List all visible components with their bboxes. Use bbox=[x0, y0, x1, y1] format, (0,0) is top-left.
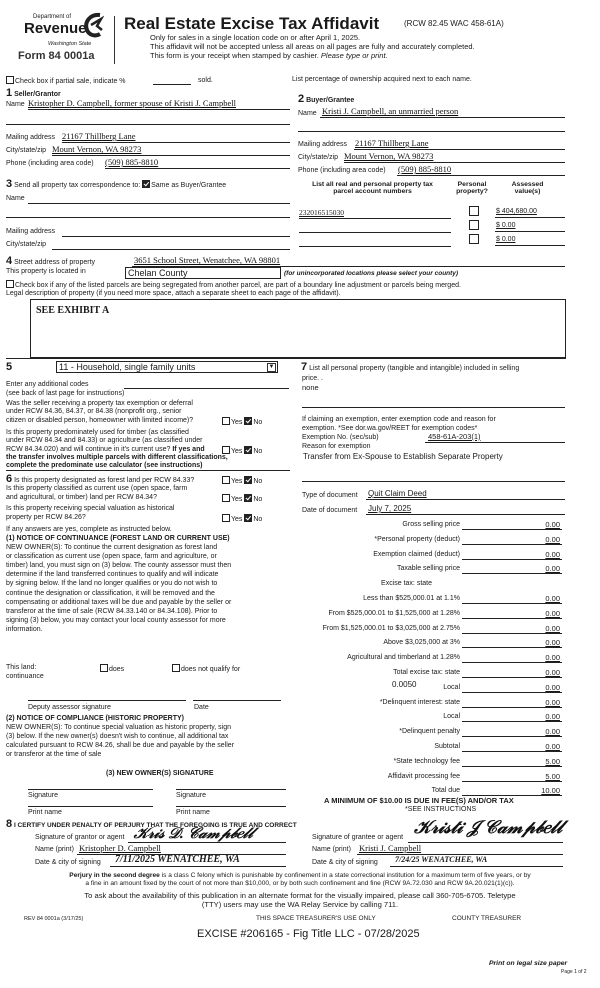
exemption-no-label: Exemption No. (sec/sub) bbox=[302, 434, 379, 441]
local-rate: 0.0050 bbox=[392, 680, 417, 689]
notice-line: or classification as current use (open space, farm and agriculture, or bbox=[6, 553, 217, 561]
use-code-value: 11 - Household, single family units bbox=[59, 362, 196, 372]
reason-label: Reason for exemption bbox=[302, 443, 371, 450]
fee-label: Above $3,025,000 at 3% bbox=[383, 639, 460, 647]
this-land-label: This land: bbox=[6, 664, 37, 671]
revision-code: REV 84 0001a (3/17/25) bbox=[24, 916, 84, 922]
q-forest-text: Is this property designated as forest land per RCW 84.33? bbox=[14, 477, 195, 484]
q-timber-text: RCW 84.34.020) and will continue in it's current use? bbox=[6, 446, 171, 453]
buyer-city-label: City/state/zip bbox=[298, 154, 339, 161]
fee-label: Total excise tax: state bbox=[393, 669, 460, 676]
yes-label: Yes bbox=[231, 516, 243, 523]
seller-city-field[interactable]: Mount Vernon, WA 98273 bbox=[52, 144, 142, 154]
street-label: Street address of property bbox=[14, 259, 96, 266]
parcel-number-field[interactable] bbox=[299, 246, 451, 247]
alternate-format-note-2: (TTY) users may use the WA Relay Service by calling 711. bbox=[201, 900, 399, 909]
current-use-no-checkbox[interactable] bbox=[244, 494, 252, 502]
notice-line: transferor at the time of sale (RCW 84.33.140 or 84.34.108). Prior to bbox=[6, 607, 218, 615]
does-label: does bbox=[109, 666, 125, 673]
notice-line: determine if the land transferred continues to qualify and will indicate bbox=[6, 571, 219, 579]
fee-line bbox=[462, 662, 562, 663]
deputy-signature-label: Deputy assessor signature bbox=[28, 704, 111, 711]
fee-row bbox=[300, 551, 562, 561]
fee-label: Taxable selling price bbox=[396, 565, 460, 573]
fee-value-field[interactable]: 0.00 bbox=[545, 697, 560, 707]
section-6-number: 6 bbox=[6, 473, 13, 485]
no-label: No bbox=[253, 478, 263, 485]
grantee-signature-field[interactable] bbox=[408, 842, 563, 843]
fee-row bbox=[300, 565, 562, 575]
no-label: No bbox=[253, 448, 263, 455]
grantor-signature-label: Signature of grantor or agent bbox=[35, 834, 125, 841]
fee-line bbox=[462, 751, 562, 752]
notice-line: signing (3) below, you may contact your local county assessor for more bbox=[6, 616, 226, 624]
personal-property-label: List all personal property (tangible and intangible) included in selling bbox=[309, 365, 520, 372]
fee-row bbox=[300, 669, 562, 679]
seller-name-field[interactable]: Kristopher D. Campbell, former spouse of Kristi J. Campbell bbox=[28, 98, 236, 108]
fee-row bbox=[300, 728, 562, 738]
does-not-qualify-checkbox[interactable] bbox=[172, 664, 180, 672]
buyer-mail-field[interactable]: 21167 Thillberg Lane bbox=[355, 138, 429, 148]
section-divider bbox=[6, 470, 290, 471]
doc-date-label: Date of document bbox=[302, 507, 358, 514]
new-owner-print-1-field[interactable] bbox=[28, 806, 153, 807]
notice-line: (3) below. If the new owner(s) doesn't wish to continue, all additional tax bbox=[6, 733, 229, 740]
fee-line bbox=[462, 573, 562, 574]
doc-date-field[interactable]: July 7, 2025 bbox=[368, 504, 412, 513]
fee-value-field[interactable]: 0.00 bbox=[545, 564, 560, 574]
county-treasurer-label: COUNTY TREASURER bbox=[452, 915, 522, 922]
certify-statement: I CERTIFY UNDER PENALTY OF PERJURY THAT THE FOREGOING IS TRUE AND CORRECT bbox=[13, 822, 297, 829]
fee-row bbox=[300, 625, 562, 635]
notice-compliance-title: (2) NOTICE OF COMPLIANCE (HISTORIC PROPERTY) bbox=[6, 715, 184, 722]
new-owner-signature-1-field[interactable] bbox=[28, 789, 153, 790]
fee-row bbox=[300, 758, 562, 768]
perjury-text-2: a fine in an amount fixed by the court of not more than $10,000, or by both such confinement and fine (RCW 9A.72.030 and RCW 9A.20.021(1)(c)). bbox=[85, 880, 515, 887]
treasurer-use-label: THIS SPACE TREASURER'S USE ONLY bbox=[256, 915, 376, 922]
fee-row bbox=[300, 699, 562, 709]
assessed-value-field[interactable]: $ 0.00 bbox=[496, 222, 516, 229]
revenue-wordmark: Revenue bbox=[24, 20, 87, 37]
fee-line bbox=[462, 559, 562, 560]
q-exemption-text: citizen or disabled person, homeowner with limited income)? bbox=[6, 417, 194, 424]
excise-stamp: EXCISE #206165 - Fig Title LLC - 07/28/2025 bbox=[197, 928, 420, 940]
seller-heading: Seller/Grantor bbox=[14, 91, 61, 98]
notice-line: NEW OWNER(S): To continue special valuation as historic property, sign bbox=[6, 724, 231, 731]
yes-label: Yes bbox=[231, 419, 243, 426]
buyer-phone-label: Phone (including area code) bbox=[298, 167, 386, 174]
section-1-number: 1 bbox=[6, 87, 13, 99]
page-number: Page 1 of 2 bbox=[561, 969, 587, 975]
segregated-label: Check box if any of the listed parcels are being segregated from another parcel, are part of a boundary line adjustment or parcels being merged. bbox=[15, 282, 461, 289]
notice-line: timber) land, you must sign on (3) below. The county assessor must then bbox=[6, 562, 232, 570]
yes-label: Yes bbox=[231, 448, 243, 455]
perjury-text: is a class C felony which is punishable by confinement in a state correctional institution for a maximum term of five years, or by bbox=[159, 872, 531, 879]
personal-property-checkbox[interactable] bbox=[469, 234, 479, 244]
does-not-label: does not qualify for bbox=[181, 666, 241, 673]
grantor-name-label: Name (print) bbox=[35, 846, 74, 853]
notice-continuance-title: (1) NOTICE OF CONTINUANCE (FOREST LAND OR CURRENT USE) bbox=[6, 535, 230, 542]
fee-label: Excise tax: state bbox=[381, 580, 432, 588]
fee-line bbox=[462, 692, 562, 693]
fee-line bbox=[462, 721, 562, 722]
fee-value-field[interactable]: 0.00 bbox=[545, 653, 560, 663]
fee-value-field[interactable]: 0.00 bbox=[545, 682, 560, 692]
grantor-signature: 𝒦𝓇𝒾𝓈 𝒟. 𝒞𝒶𝓂𝓅𝒷𝑒𝓁𝓁 bbox=[132, 826, 255, 842]
grantor-name-field[interactable]: Kristopher D. Campbell bbox=[79, 843, 161, 853]
fee-value-field[interactable]: 5.00 bbox=[545, 756, 560, 766]
fee-line bbox=[462, 603, 562, 604]
partial-sale-checkbox[interactable] bbox=[6, 76, 14, 84]
corr-mail-field[interactable] bbox=[62, 236, 290, 237]
notice-line: continue the designation or classification, it will be removed and the bbox=[6, 589, 215, 597]
fee-label: Total due bbox=[431, 787, 460, 795]
yes-label: Yes bbox=[231, 496, 243, 503]
fee-row bbox=[300, 595, 562, 605]
print-name-label: Print name bbox=[28, 809, 62, 816]
q-current-use-text: and agricultural, or timber) land per RCW 84.34? bbox=[6, 494, 157, 501]
exemption-note: exemption. *See dor.wa.gov/REET for exemption codes* bbox=[302, 425, 478, 432]
fee-value-field[interactable]: 0.00 bbox=[545, 742, 560, 751]
fee-value-field[interactable]: 0.00 bbox=[545, 623, 560, 633]
parcel-number-field[interactable] bbox=[299, 232, 451, 233]
fee-value-field[interactable]: 0.00 bbox=[545, 534, 560, 544]
notice-line: information. bbox=[6, 625, 43, 633]
exemption-no-field[interactable]: 458-61A-203(1) bbox=[428, 432, 481, 441]
personal-col-header: Personal property? bbox=[456, 181, 488, 196]
corr-city-field[interactable] bbox=[52, 249, 290, 250]
fee-line bbox=[462, 781, 562, 782]
corr-mail-label: Mailing address bbox=[6, 228, 56, 235]
personal-property-label-2: price. . bbox=[302, 375, 324, 382]
fee-label: Less than $525,000.01 at 1.1% bbox=[363, 595, 460, 602]
seller-name-line-2[interactable] bbox=[6, 124, 290, 125]
seller-mail-field[interactable]: 21167 Thillberg Lane bbox=[62, 131, 136, 141]
corr-city-label: City/state/zip bbox=[6, 241, 47, 248]
notice-line: compensating or additional taxes will be due and payable by the seller or bbox=[6, 598, 232, 606]
partial-sale-label: Check box if partial sale, indicate % bbox=[15, 78, 126, 85]
parcel-col-header: List all real and personal property tax parcel account numbers bbox=[312, 181, 433, 196]
deputy-date-field[interactable] bbox=[193, 700, 281, 701]
corr-name-field[interactable] bbox=[28, 203, 290, 204]
fee-row bbox=[300, 521, 562, 531]
q-timber-bold: complete the predominate use calculator (see instructions) bbox=[6, 462, 203, 469]
print-name-label: Print name bbox=[176, 809, 210, 816]
same-as-buyer-label: Same as Buyer/Grantee bbox=[151, 182, 227, 189]
fee-row bbox=[300, 536, 562, 546]
chevron-down-icon[interactable]: ▼ bbox=[268, 364, 275, 370]
street-field[interactable]: 3651 School Street, Wenatchee, WA 98801 bbox=[134, 255, 281, 265]
grantor-date-label: Date & city of signing bbox=[35, 859, 101, 866]
q-exemption-text: under RCW 84.36, 84.37, or 84.38 (nonprofit org., senior bbox=[6, 408, 182, 415]
minimum-due-note: A MINIMUM OF $10.00 IS DUE IN FEE(S) AND/OR TAX bbox=[324, 796, 514, 805]
fee-row bbox=[300, 773, 562, 783]
historical-yes-checkbox[interactable] bbox=[222, 514, 230, 522]
q-historical-text: Is this property receiving special valuation as historical bbox=[6, 505, 175, 512]
fee-label: *Delinquent interest: state bbox=[379, 698, 460, 706]
q-timber-bold: If yes and bbox=[172, 446, 205, 453]
seller-mail-label: Mailing address bbox=[6, 134, 56, 141]
grantee-name-field[interactable]: Kristi J. Campbell bbox=[359, 843, 422, 853]
seller-city-label: City/state/zip bbox=[6, 147, 47, 154]
notice-line: or transferor at the time of sale bbox=[6, 751, 102, 758]
signature-label: Signature bbox=[176, 792, 206, 799]
fee-label: Local bbox=[443, 713, 460, 721]
ownership-note: List percentage of ownership acquired next to each name. bbox=[292, 76, 472, 83]
q-timber-bold: the transfer involves multiple parcels with different classifications, bbox=[6, 454, 228, 461]
grantee-signature: 𝒦𝓇𝒾𝓈𝓉𝒾 𝒥 𝒞𝒶𝓂𝓅𝒷𝑒𝓁𝓁 bbox=[414, 817, 563, 837]
form-title: Real Estate Excise Tax Affidavit bbox=[124, 14, 380, 33]
buyer-name-line-2[interactable] bbox=[298, 131, 565, 132]
section-5-number: 5 bbox=[6, 361, 13, 373]
fee-row bbox=[300, 580, 562, 590]
fee-label: *Delinquent penalty bbox=[399, 728, 460, 736]
fee-label: *Personal property (deduct) bbox=[374, 535, 460, 543]
signature-label: Signature bbox=[28, 792, 58, 799]
form-number: Form 84 0001a bbox=[18, 50, 95, 62]
if-yes-note: If any answers are yes, complete as instructed below. bbox=[6, 526, 172, 533]
deputy-date-label: Date bbox=[194, 704, 209, 711]
fee-label: Agricultural and timberland at 1.28% bbox=[347, 654, 460, 662]
fee-row bbox=[300, 639, 562, 649]
forest-yes-checkbox[interactable] bbox=[222, 476, 230, 484]
parcel-number-field[interactable]: 232016515030 bbox=[299, 208, 344, 217]
fee-value-field[interactable]: 0.00 bbox=[545, 594, 560, 603]
legal-description-value: SEE EXHIBIT A bbox=[36, 305, 110, 316]
same-as-buyer-checkbox[interactable] bbox=[142, 180, 150, 188]
fee-value-field[interactable]: 0.00 bbox=[545, 608, 560, 618]
fee-line bbox=[462, 677, 562, 678]
county-select[interactable] bbox=[125, 267, 281, 279]
fee-label: Gross selling price bbox=[402, 521, 460, 528]
section-3-number: 3 bbox=[6, 178, 13, 190]
assessed-value-field[interactable]: $ 0.00 bbox=[496, 236, 516, 243]
type-or-print: Please type or print. bbox=[320, 51, 388, 60]
fee-label: Exemption claimed (deduct) bbox=[373, 550, 460, 558]
fee-line bbox=[462, 707, 562, 708]
fee-line bbox=[462, 736, 562, 737]
fee-label: From $525,000.01 to $1,525,000 at 1.28% bbox=[328, 609, 460, 617]
grantee-name-label: Name (print) bbox=[312, 846, 351, 853]
use-code-select[interactable] bbox=[56, 361, 278, 373]
assessed-col-header: Assessed value(s) bbox=[511, 181, 544, 196]
alternate-format-note: To ask about the availability of this publication in an alternate format for the visually impaired, please call 360-705-6705. Teletype bbox=[84, 891, 516, 900]
doc-type-field[interactable]: Quit Claim Deed bbox=[368, 489, 427, 498]
additional-codes-field[interactable] bbox=[124, 388, 289, 389]
grantee-signature-label: Signature of grantee or agent bbox=[312, 834, 404, 841]
additional-codes-label: Enter any additional codes bbox=[6, 381, 89, 388]
state-name: Washington State bbox=[48, 41, 92, 47]
exemption-yes-checkbox[interactable] bbox=[222, 417, 230, 425]
fee-value-field[interactable]: 0.00 bbox=[545, 712, 560, 722]
q-timber-text: Is this property predominately used for timber (as classified bbox=[6, 429, 189, 436]
fee-value-field[interactable]: 0.00 bbox=[545, 520, 560, 529]
corr-name-line-2[interactable] bbox=[6, 217, 290, 218]
header-divider bbox=[114, 16, 115, 64]
partial-sale-percent-field[interactable] bbox=[153, 84, 191, 85]
buyer-name-label: Name bbox=[298, 110, 317, 117]
new-owner-signature-title: (3) NEW OWNER(S) SIGNATURE bbox=[106, 770, 214, 777]
personal-property-field[interactable]: none bbox=[302, 383, 319, 392]
reason-field[interactable]: Transfer from Ex-Spouse to Establish Separate Property bbox=[303, 452, 503, 461]
grantee-date-label: Date & city of signing bbox=[312, 859, 378, 866]
fee-line bbox=[462, 618, 562, 619]
fee-line bbox=[462, 529, 562, 530]
section-divider bbox=[6, 358, 566, 359]
doc-type-label: Type of document bbox=[302, 492, 358, 499]
fee-label: *State technology fee bbox=[393, 757, 460, 765]
historical-no-checkbox[interactable] bbox=[244, 514, 252, 522]
new-owner-print-2-field[interactable] bbox=[176, 806, 286, 807]
notice-line: calculated pursuant to RCW 84.26, shall be due and payable by the seller bbox=[6, 742, 235, 749]
assessed-value-field[interactable]: $ 404,680.00 bbox=[496, 208, 537, 215]
fee-line bbox=[462, 633, 562, 634]
partial-sale-suffix: sold. bbox=[198, 77, 213, 84]
seller-phone-label: Phone (including area code) bbox=[6, 160, 94, 167]
fee-row bbox=[300, 610, 562, 620]
fee-label: Affidavit processing fee bbox=[387, 772, 460, 780]
no-label: No bbox=[253, 496, 263, 503]
section-4-number: 4 bbox=[6, 255, 13, 267]
personal-property-checkbox[interactable] bbox=[469, 220, 479, 230]
fee-value-field[interactable]: 0.00 bbox=[545, 638, 560, 648]
county-value: Chelan County bbox=[128, 268, 188, 278]
deputy-signature-field[interactable] bbox=[28, 700, 186, 701]
q-exemption-text: Was the seller receiving a property tax exemption or deferral bbox=[6, 400, 193, 407]
seller-name-label: Name bbox=[6, 101, 25, 108]
fee-value-field[interactable]: 0.00 bbox=[545, 549, 560, 559]
correspondence-label: Send all property tax correspondence to: bbox=[14, 182, 141, 189]
section-8-number: 8 bbox=[6, 818, 13, 830]
header-line-3: This form is your receipt when stamped by cashier. bbox=[150, 51, 319, 60]
does-qualify-checkbox[interactable] bbox=[100, 664, 108, 672]
no-label: No bbox=[253, 419, 263, 426]
timber-yes-checkbox[interactable] bbox=[222, 446, 230, 454]
located-label: This property is located in bbox=[6, 268, 86, 275]
county-note: (for unincorporated locations please select your county) bbox=[284, 270, 459, 277]
section-7-number: 7 bbox=[301, 361, 308, 373]
fee-row bbox=[300, 654, 562, 664]
codes-note: (see back of last page for instructions) bbox=[6, 390, 125, 397]
fee-line bbox=[462, 647, 562, 648]
notice-line: by signing below. If the land no longer qualifies or you do not wish to bbox=[6, 580, 218, 588]
new-owner-signature-2-field[interactable] bbox=[176, 789, 286, 790]
see-instructions-note: *SEE INSTRUCTIONS bbox=[405, 806, 477, 813]
grantor-date-field[interactable]: 7/11/2025 WENATCHEE, WA bbox=[115, 854, 240, 865]
fee-line bbox=[462, 544, 562, 545]
segregated-checkbox[interactable] bbox=[6, 280, 14, 288]
header-line-2: This affidavit will not be accepted unless all areas on all pages are fully and accurately completed. bbox=[150, 42, 475, 51]
dept-of: Department of bbox=[33, 14, 72, 20]
q-historical-text: property per RCW 84.26? bbox=[6, 514, 86, 521]
fee-label: From $1,525,000.01 to $3,025,000 at 2.75% bbox=[322, 624, 460, 632]
exemption-note: If claiming an exemption, enter exemption code and reason for bbox=[302, 416, 496, 423]
legal-description-field[interactable] bbox=[30, 299, 566, 358]
legal-label: Legal description of property (if you need more space, attach a separate sheet to each page of the affidavit). bbox=[6, 290, 341, 297]
exemption-no-checkbox[interactable] bbox=[244, 417, 252, 425]
section-2-number: 2 bbox=[298, 93, 305, 105]
dor-logo-icon bbox=[82, 12, 104, 38]
fee-line bbox=[462, 766, 562, 767]
fee-value-field[interactable]: 5.00 bbox=[545, 771, 560, 781]
fee-value-field[interactable]: 10.00 bbox=[541, 786, 560, 796]
fee-label: Local bbox=[443, 683, 460, 691]
q-timber-text: under RCW 84.34 and 84.33) or agriculture (as classified under bbox=[6, 437, 203, 444]
q-current-use-text: Is this property classified as current use (open space, farm bbox=[6, 485, 188, 492]
legal-paper-note: Print on legal size paper bbox=[489, 960, 568, 967]
fee-row bbox=[300, 713, 562, 723]
buyer-city-field[interactable]: Mount Vernon, WA 98273 bbox=[344, 151, 434, 161]
buyer-phone-field[interactable]: (509) 885-8810 bbox=[398, 164, 452, 174]
buyer-heading: Buyer/Grantee bbox=[306, 97, 355, 104]
continuance-label: continuance bbox=[6, 673, 44, 680]
fee-row bbox=[300, 743, 562, 753]
buyer-name-field[interactable]: Kristi J. Campbell, an unmarried person bbox=[322, 106, 459, 116]
notice-line: NEW OWNER(S): To continue the current designation as forest land bbox=[6, 544, 218, 551]
header-line-1: Only for sales in a single location code on or after April 1, 2025. bbox=[150, 33, 361, 42]
fee-value-field[interactable]: 0.00 bbox=[545, 727, 560, 737]
fee-label: Subtotal bbox=[434, 743, 460, 750]
forest-no-checkbox[interactable] bbox=[244, 476, 252, 484]
timber-no-checkbox[interactable] bbox=[244, 446, 252, 454]
personal-property-checkbox[interactable] bbox=[469, 206, 479, 216]
perjury-bold: Perjury in the second degree bbox=[69, 872, 160, 879]
no-label: No bbox=[253, 516, 263, 523]
fee-row bbox=[300, 684, 562, 694]
grantee-date-field[interactable]: 7/24/25 WENATCHEE, WA bbox=[395, 855, 488, 864]
form-citation: (RCW 82.45 WAC 458-61A) bbox=[404, 19, 504, 28]
fee-value-field[interactable]: 0.00 bbox=[545, 668, 560, 677]
yes-label: Yes bbox=[231, 478, 243, 485]
buyer-mail-label: Mailing address bbox=[298, 141, 348, 148]
seller-phone-field[interactable]: (509) 885-8810 bbox=[105, 157, 159, 167]
current-use-yes-checkbox[interactable] bbox=[222, 494, 230, 502]
corr-name-label: Name bbox=[6, 195, 25, 202]
